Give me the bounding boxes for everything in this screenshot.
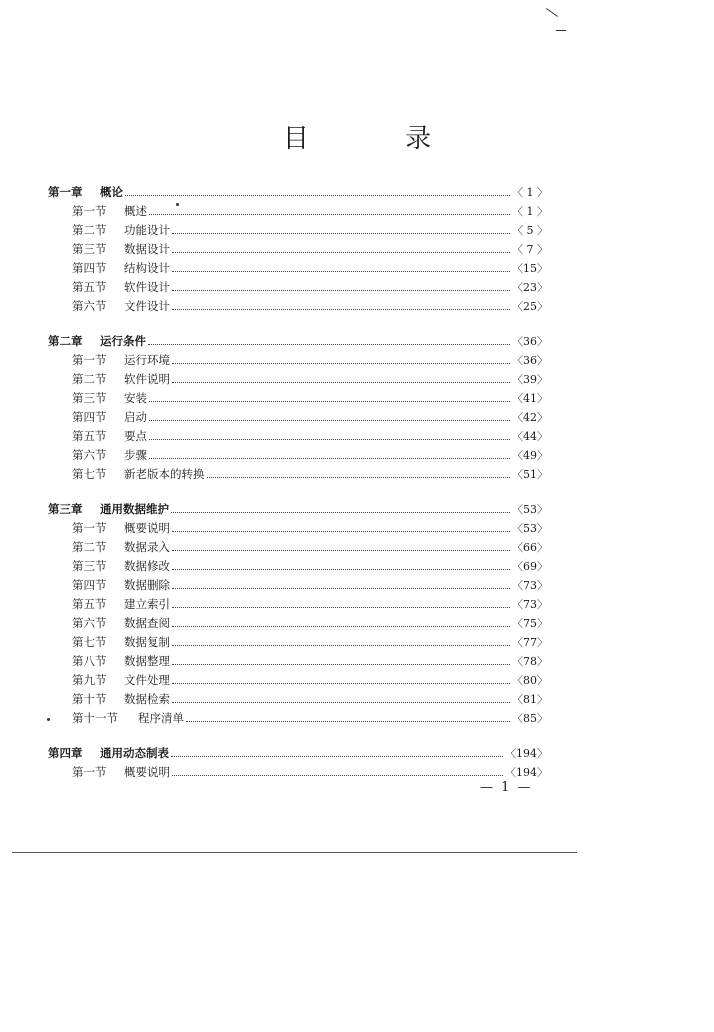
toc-number: 第四节 [72, 261, 107, 275]
dot-leader [172, 370, 510, 383]
toc-page-number: 〈 1 〉 [512, 186, 548, 199]
toc-label: 运行条件 [100, 334, 146, 348]
toc-label: 数据复制 [124, 635, 170, 649]
toc-section-row[interactable] [48, 709, 548, 728]
toc-section-row[interactable] [48, 221, 548, 240]
toc-number: 第九节 [72, 673, 107, 687]
toc-label: 结构设计 [124, 261, 170, 275]
dot-leader [171, 500, 510, 513]
toc-label: 数据整理 [124, 654, 170, 668]
bottom-rule [12, 852, 577, 853]
toc-page-number: 〈78〉 [512, 655, 548, 668]
toc-chapter [48, 183, 548, 316]
toc-chapter [48, 332, 548, 484]
toc-label: 通用数据维护 [100, 502, 169, 516]
dot-leader [172, 652, 510, 665]
toc-section-row[interactable] [48, 370, 548, 389]
toc-number: 第五节 [72, 280, 107, 294]
toc-number: 第六节 [72, 299, 107, 313]
toc-number: 第四节 [72, 578, 107, 592]
toc-section-row[interactable] [48, 240, 548, 259]
toc-page-number: 〈36〉 [512, 354, 548, 367]
toc-label: 文件设计 [124, 299, 170, 313]
dot-leader [172, 538, 510, 551]
toc-section-row[interactable] [48, 408, 548, 427]
toc-number: 第五节 [72, 597, 107, 611]
dot-leader [125, 183, 510, 196]
dot-leader [172, 671, 510, 684]
toc-number: 第八节 [72, 654, 107, 668]
dot-leader [148, 332, 510, 345]
toc-number: 第二节 [72, 223, 107, 237]
toc-label: 数据设计 [124, 242, 170, 256]
dot-leader [172, 614, 510, 627]
toc-chapter-row[interactable] [48, 744, 548, 763]
toc-page-number: 〈 1 〉 [512, 205, 548, 218]
toc-label: 数据删除 [124, 578, 170, 592]
toc-section-row[interactable] [48, 427, 548, 446]
toc-page-number: 〈23〉 [512, 281, 548, 294]
toc-number: 第三节 [72, 242, 107, 256]
toc-number: 第十节 [72, 692, 107, 706]
dot-leader [172, 576, 510, 589]
dot-leader [172, 259, 510, 272]
toc-chapter [48, 500, 548, 728]
toc-label: 新老版本的转换 [124, 467, 205, 481]
toc-number: 第十一节 [72, 711, 118, 725]
toc-label: 数据修改 [124, 559, 170, 573]
toc-section-row[interactable] [48, 538, 548, 557]
toc-page-number: 〈73〉 [512, 579, 548, 592]
page-title: 目 录 [282, 124, 476, 154]
toc-page-number: 〈75〉 [512, 617, 548, 630]
toc-page-number: 〈25〉 [512, 300, 548, 313]
toc-label: 软件说明 [124, 372, 170, 386]
dot-leader [172, 763, 503, 776]
toc-label: 步骤 [124, 448, 147, 462]
dot-leader [172, 633, 510, 646]
toc-page-number: 〈51〉 [512, 468, 548, 481]
toc-label: 运行环境 [124, 353, 170, 367]
toc-page-number: 〈77〉 [512, 636, 548, 649]
toc-section-row[interactable] [48, 519, 548, 538]
toc-section-row[interactable] [48, 278, 548, 297]
scan-speck [556, 30, 566, 31]
toc-section-row[interactable] [48, 446, 548, 465]
toc-section-row[interactable] [48, 389, 548, 408]
dot-leader [172, 221, 510, 234]
toc-section-row[interactable] [48, 351, 548, 370]
toc-label: 数据录入 [124, 540, 170, 554]
dot-leader [149, 408, 510, 421]
toc-page-number: 〈53〉 [512, 503, 548, 516]
dot-leader [186, 709, 510, 722]
toc-label: 概论 [100, 185, 123, 199]
toc-page-number: 〈69〉 [512, 560, 548, 573]
toc-section-row[interactable] [48, 576, 548, 595]
toc-page-number: 〈36〉 [512, 335, 548, 348]
toc-number: 第三章 [48, 502, 83, 516]
toc-number: 第六节 [72, 616, 107, 630]
dot-leader [171, 744, 503, 757]
toc-label: 要点 [124, 429, 147, 443]
toc-number: 第四章 [48, 746, 83, 760]
dot-leader [207, 465, 511, 478]
toc-section-row[interactable] [48, 557, 548, 576]
toc-page-number: 〈42〉 [512, 411, 548, 424]
toc-page-number: 〈85〉 [512, 712, 548, 725]
toc-chapter-row[interactable] [48, 183, 548, 202]
dot-leader [172, 240, 510, 253]
toc-number: 第三节 [72, 559, 107, 573]
toc-page-number: 〈73〉 [512, 598, 548, 611]
toc-label: 概述 [124, 204, 147, 218]
toc-number: 第二节 [72, 372, 107, 386]
toc-section-row[interactable] [48, 671, 548, 690]
page-number: — 1 — [480, 780, 533, 795]
toc-page-number: 〈194〉 [505, 747, 548, 760]
toc-section-row[interactable] [48, 595, 548, 614]
toc-page-number: 〈 5 〉 [512, 224, 548, 237]
toc-section-row[interactable] [48, 297, 548, 316]
toc-chapter [48, 744, 548, 782]
toc-number: 第六节 [72, 448, 107, 462]
dot-leader [172, 297, 510, 310]
toc-number: 第二节 [72, 540, 107, 554]
table-of-contents [48, 183, 548, 798]
dot-leader [172, 351, 510, 364]
dot-leader [149, 389, 510, 402]
toc-label: 文件处理 [124, 673, 170, 687]
toc-number: 第一节 [72, 521, 107, 535]
toc-number: 第五节 [72, 429, 107, 443]
toc-page-number: 〈66〉 [512, 541, 548, 554]
dot-leader [172, 595, 510, 608]
dot-leader [149, 446, 510, 459]
toc-number: 第一节 [72, 204, 107, 218]
toc-page-number: 〈15〉 [512, 262, 548, 275]
dot-leader [149, 202, 510, 215]
toc-number: 第三节 [72, 391, 107, 405]
toc-label: 程序清单 [138, 711, 184, 725]
toc-section-row[interactable] [48, 633, 548, 652]
toc-label: 数据查阅 [124, 616, 170, 630]
scan-speck [176, 203, 179, 206]
toc-number: 第一节 [72, 353, 107, 367]
toc-page-number: 〈41〉 [512, 392, 548, 405]
toc-label: 数据检索 [124, 692, 170, 706]
toc-label: 通用动态制表 [100, 746, 169, 760]
toc-label: 安装 [124, 391, 147, 405]
toc-label: 启动 [124, 410, 147, 424]
toc-number: 第二章 [48, 334, 83, 348]
toc-number: 第一章 [48, 185, 83, 199]
dot-leader [172, 690, 510, 703]
toc-chapter-row[interactable] [48, 332, 548, 351]
toc-number: 第四节 [72, 410, 107, 424]
toc-number: 第七节 [72, 635, 107, 649]
toc-page-number: 〈44〉 [512, 430, 548, 443]
toc-label: 概要说明 [124, 765, 170, 779]
toc-section-row[interactable] [48, 763, 548, 782]
toc-page-number: 〈 7 〉 [512, 243, 548, 256]
toc-label: 概要说明 [124, 521, 170, 535]
scan-speck [47, 718, 50, 721]
toc-page-number: 〈49〉 [512, 449, 548, 462]
toc-page-number: 〈81〉 [512, 693, 548, 706]
toc-page-number: 〈194〉 [505, 766, 548, 779]
toc-page-number: 〈80〉 [512, 674, 548, 687]
toc-section-row[interactable] [48, 465, 548, 484]
toc-page-number: 〈39〉 [512, 373, 548, 386]
toc-number: 第七节 [72, 467, 107, 481]
toc-section-row[interactable] [48, 614, 548, 633]
dot-leader [172, 557, 510, 570]
toc-label: 建立索引 [124, 597, 170, 611]
dot-leader [172, 519, 510, 532]
scan-speck [546, 8, 558, 17]
toc-section-row[interactable] [48, 202, 548, 221]
toc-label: 软件设计 [124, 280, 170, 294]
dot-leader [172, 278, 510, 291]
toc-number: 第一节 [72, 765, 107, 779]
toc-section-row[interactable] [48, 259, 548, 278]
dot-leader [149, 427, 510, 440]
toc-page-number: 〈53〉 [512, 522, 548, 535]
toc-section-row[interactable] [48, 652, 548, 671]
toc-label: 功能设计 [124, 223, 170, 237]
toc-chapter-row[interactable] [48, 500, 548, 519]
toc-section-row[interactable] [48, 690, 548, 709]
